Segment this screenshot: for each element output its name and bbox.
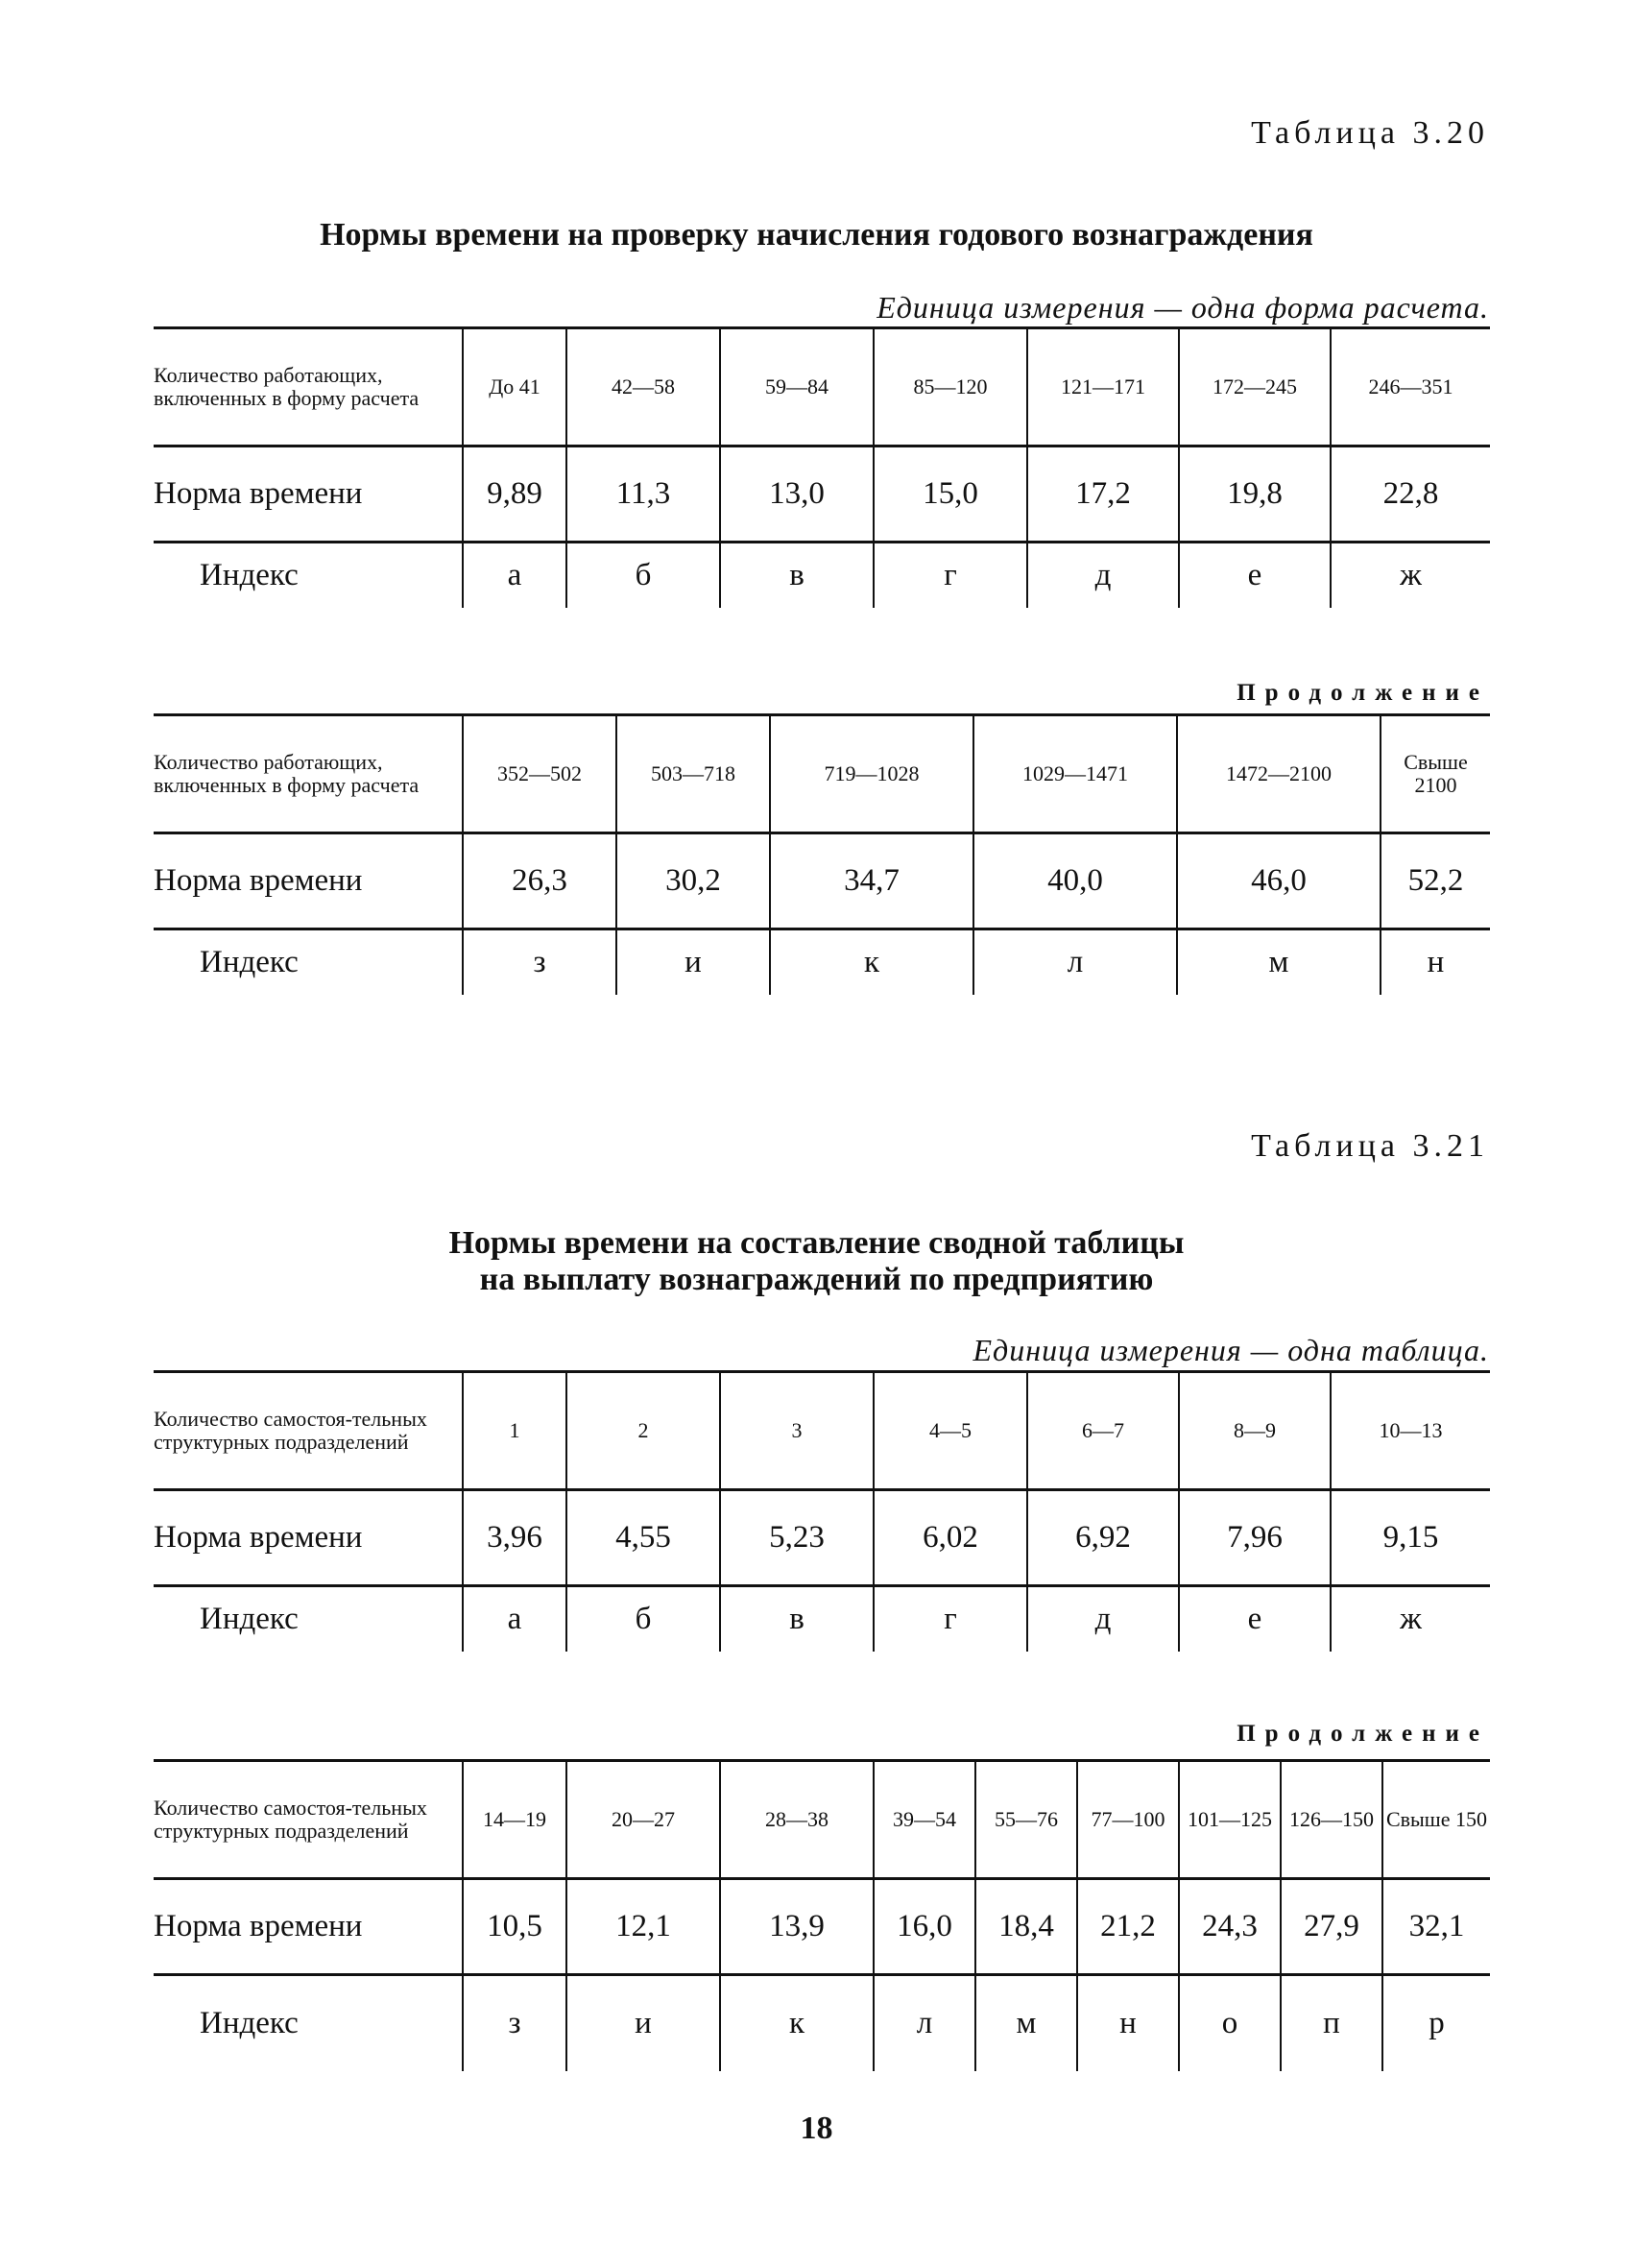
range-cell: 39—54 — [874, 1761, 975, 1879]
header-label: Количество работающих, включенных в форму расчета — [154, 328, 463, 446]
index-cell: ж — [1331, 1586, 1490, 1653]
range-cell: 6—7 — [1027, 1372, 1179, 1490]
index-label: Индекс — [200, 1602, 299, 1636]
value-cell: 17,2 — [1027, 446, 1179, 543]
range-cell: 121—171 — [1027, 328, 1179, 446]
range-cell: 246—351 — [1331, 328, 1490, 446]
range-cell: 126—150 — [1281, 1761, 1382, 1879]
range-cell: Свыше 2100 — [1381, 715, 1490, 833]
value-cell: 10,5 — [463, 1879, 566, 1975]
index-cell: д — [1027, 543, 1179, 609]
index-cell: р — [1382, 1975, 1490, 2071]
index-cell: н — [1077, 1975, 1179, 2071]
index-cell: г — [874, 1586, 1027, 1653]
table-320-continuation: Продолжение — [1237, 680, 1489, 706]
value-label: Норма времени — [154, 1490, 463, 1586]
table-321-label: Таблица 3.21 — [1251, 1128, 1489, 1164]
value-cell: 7,96 — [1179, 1490, 1331, 1586]
value-cell: 21,2 — [1077, 1879, 1179, 1975]
value-cell: 11,3 — [566, 446, 720, 543]
value-cell: 52,2 — [1381, 833, 1490, 929]
value-cell: 6,02 — [874, 1490, 1027, 1586]
index-label: Индекс — [200, 558, 299, 592]
value-cell: 30,2 — [616, 833, 770, 929]
value-cell: 19,8 — [1179, 446, 1331, 543]
value-cell: 46,0 — [1177, 833, 1381, 929]
range-cell: 101—125 — [1179, 1761, 1281, 1879]
index-cell: ж — [1331, 543, 1490, 609]
value-label: Норма времени — [154, 446, 463, 543]
range-cell: 85—120 — [874, 328, 1027, 446]
table-320-title: Нормы времени на проверку начисления годового вознаграждения — [320, 217, 1313, 253]
page-number: 18 — [800, 2111, 833, 2146]
index-cell: д — [1027, 1586, 1179, 1653]
header-label: Количество работающих, включенных в форму расчета — [154, 715, 463, 833]
index-cell: в — [720, 543, 874, 609]
value-cell: 40,0 — [973, 833, 1177, 929]
table-320-unit: Единица измерения — одна форма расчета. — [877, 290, 1489, 325]
value-cell: 9,15 — [1331, 1490, 1490, 1586]
range-cell: 55—76 — [975, 1761, 1077, 1879]
range-cell: 1472—2100 — [1177, 715, 1381, 833]
range-cell: 719—1028 — [770, 715, 973, 833]
value-cell: 4,55 — [566, 1490, 720, 1586]
range-cell: 59—84 — [720, 328, 874, 446]
range-cell: До 41 — [463, 328, 566, 446]
index-cell: в — [720, 1586, 874, 1653]
index-cell: б — [566, 1586, 720, 1653]
range-cell: 1 — [463, 1372, 566, 1490]
table-321-part2 — [154, 1759, 1490, 2071]
index-cell: а — [463, 1586, 566, 1653]
header-label: Количество самостоя-тельных структурных подразделений — [154, 1372, 463, 1490]
range-cell: 10—13 — [1331, 1372, 1490, 1490]
value-cell: 12,1 — [566, 1879, 720, 1975]
index-cell: л — [973, 929, 1177, 996]
value-cell: 15,0 — [874, 446, 1027, 543]
index-cell: е — [1179, 1586, 1331, 1653]
range-cell: 2 — [566, 1372, 720, 1490]
value-cell: 24,3 — [1179, 1879, 1281, 1975]
table-320-part2 — [154, 713, 1490, 995]
value-label: Норма времени — [154, 1879, 463, 1975]
index-cell: б — [566, 543, 720, 609]
index-cell: а — [463, 543, 566, 609]
table-320-label: Таблица 3.20 — [1251, 115, 1489, 151]
value-cell: 5,23 — [720, 1490, 874, 1586]
index-cell: и — [566, 1975, 720, 2071]
index-cell: е — [1179, 543, 1331, 609]
index-cell: п — [1281, 1975, 1382, 2071]
range-cell: 3 — [720, 1372, 874, 1490]
index-cell: н — [1381, 929, 1490, 996]
index-label: Индекс — [200, 945, 299, 979]
range-cell: 28—38 — [720, 1761, 874, 1879]
index-cell: м — [975, 1975, 1077, 2071]
range-cell: 77—100 — [1077, 1761, 1179, 1879]
value-cell: 22,8 — [1331, 446, 1490, 543]
range-cell: 20—27 — [566, 1761, 720, 1879]
range-cell: 1029—1471 — [973, 715, 1177, 833]
index-cell: л — [874, 1975, 975, 2071]
table-321-title-line2: на выплату вознаграждений по предприятию — [479, 1262, 1154, 1297]
index-cell: з — [463, 1975, 566, 2071]
range-cell: 42—58 — [566, 328, 720, 446]
table-320-part1 — [154, 326, 1490, 608]
value-cell: 34,7 — [770, 833, 973, 929]
value-cell: 13,0 — [720, 446, 874, 543]
range-cell: 4—5 — [874, 1372, 1027, 1490]
value-cell: 27,9 — [1281, 1879, 1382, 1975]
index-cell: и — [616, 929, 770, 996]
index-cell: к — [720, 1975, 874, 2071]
range-cell: 8—9 — [1179, 1372, 1331, 1490]
range-cell: Свыше 150 — [1382, 1761, 1490, 1879]
table-321-continuation: Продолжение — [1237, 1721, 1489, 1747]
value-label: Норма времени — [154, 833, 463, 929]
value-cell: 26,3 — [463, 833, 616, 929]
value-cell: 16,0 — [874, 1879, 975, 1975]
value-cell: 13,9 — [720, 1879, 874, 1975]
index-cell: г — [874, 543, 1027, 609]
range-cell: 172—245 — [1179, 328, 1331, 446]
index-cell: м — [1177, 929, 1381, 996]
index-cell: о — [1179, 1975, 1281, 2071]
range-cell: 352—502 — [463, 715, 616, 833]
value-cell: 3,96 — [463, 1490, 566, 1586]
index-label: Индекс — [200, 2005, 299, 2040]
index-cell: з — [463, 929, 616, 996]
index-cell: к — [770, 929, 973, 996]
range-cell: 503—718 — [616, 715, 770, 833]
table-321-unit: Единица измерения — одна таблица. — [973, 1333, 1489, 1367]
value-cell: 32,1 — [1382, 1879, 1490, 1975]
value-cell: 6,92 — [1027, 1490, 1179, 1586]
value-cell: 18,4 — [975, 1879, 1077, 1975]
value-cell: 9,89 — [463, 446, 566, 543]
table-321-title-line1: Нормы времени на составление сводной таблицы — [448, 1225, 1185, 1261]
header-label: Количество самостоя-тельных структурных подразделений — [154, 1761, 463, 1879]
table-321-part1 — [154, 1370, 1490, 1652]
range-cell: 14—19 — [463, 1761, 566, 1879]
